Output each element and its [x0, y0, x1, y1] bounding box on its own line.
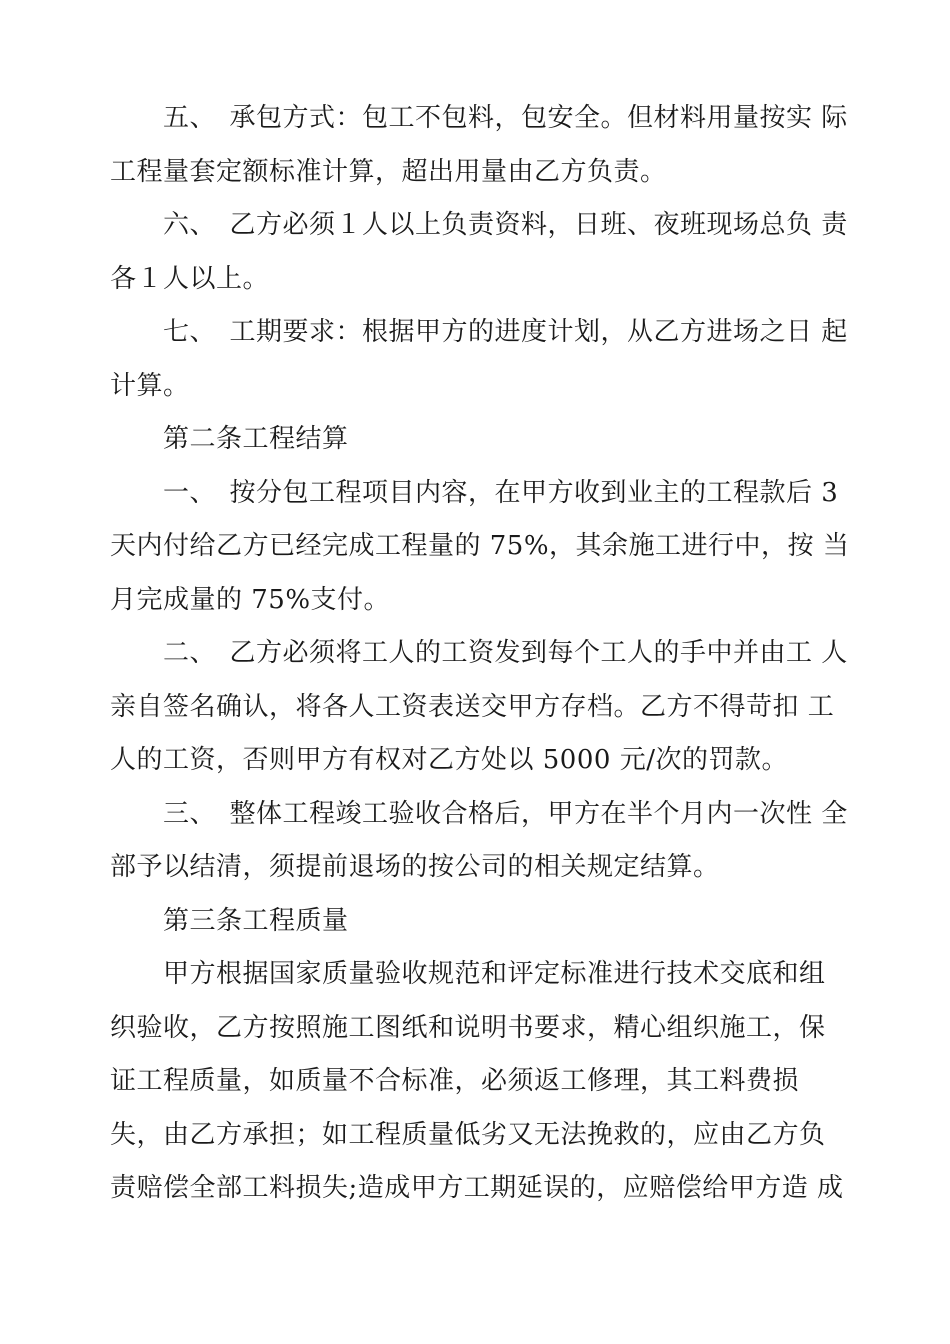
section-heading: 第三条工程质量	[110, 906, 349, 936]
text-line: 五、 承包方式：包工不包料，包安全。但材料用量按实 际	[110, 103, 848, 133]
text-line: 天内付给乙方已经完成工程量的 75%，其余施工进行中，按 当	[110, 531, 850, 561]
text-line: 一、 按分包工程项目内容，在甲方收到业主的工程款后 3	[110, 478, 839, 508]
text-line: 部予以结清，须提前退场的按公司的相关规定结算。	[110, 852, 720, 882]
text-line: 三、 整体工程竣工验收合格后，甲方在半个月内一次性 全	[110, 799, 848, 829]
text-line: 亲自签名确认，将各人工资表送交甲方存档。乙方不得苛扣 工	[110, 692, 835, 722]
text-line: 失，由乙方承担；如工程质量低劣又无法挽救的，应由乙方负	[110, 1120, 826, 1150]
section-heading: 第二条工程结算	[110, 424, 349, 454]
text-line: 六、 乙方必须１人以上负责资料，日班、夜班现场总负 责	[110, 210, 848, 240]
text-line: 各１人以上。	[110, 264, 270, 294]
text-line: 人的工资，否则甲方有权对乙方处以 5000 元/次的罚款。	[110, 745, 788, 775]
text-line: 责赔偿全部工料损失;造成甲方工期延误的，应赔偿给甲方造 成	[110, 1173, 844, 1203]
text-line: 月完成量的 75%支付。	[110, 585, 391, 615]
text-line: 工程量套定额标准计算，超出用量由乙方负责。	[110, 157, 667, 187]
text-line: 织验收，乙方按照施工图纸和说明书要求，精心组织施工，保	[110, 1013, 826, 1043]
text-line: 二、 乙方必须将工人的工资发到每个工人的手中并由工 人	[110, 638, 848, 668]
text-line: 计算。	[110, 371, 190, 401]
text-line: 证工程质量，如质量不合标准，必须返工修理，其工料费损	[110, 1066, 800, 1096]
text-line: 七、 工期要求：根据甲方的进度计划，从乙方进场之日 起	[110, 317, 848, 347]
text-line: 甲方根据国家质量验收规范和评定标准进行技术交底和组	[110, 959, 826, 989]
